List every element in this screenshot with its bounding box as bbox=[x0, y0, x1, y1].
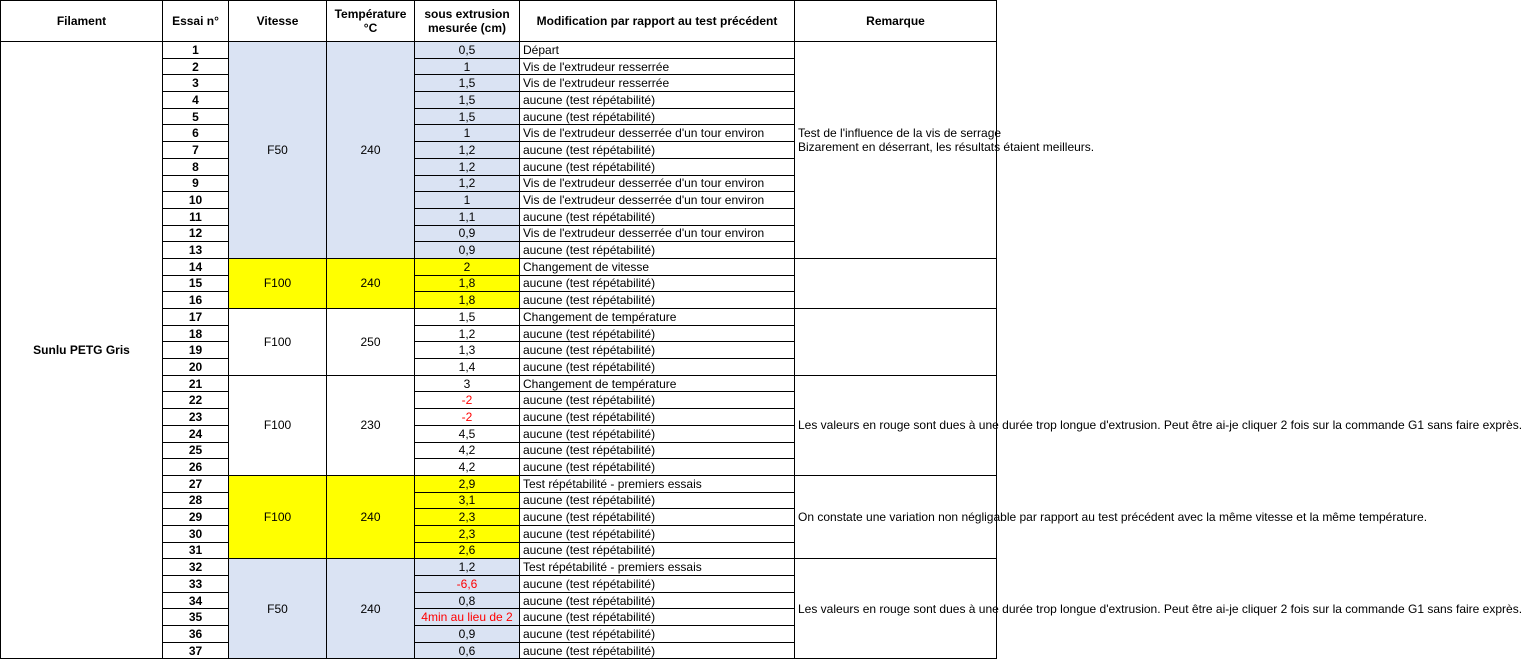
modif-cell[interactable]: Test répétabilité - premiers essais bbox=[520, 559, 795, 576]
modif-cell[interactable]: Vis de l'extrudeur resserrée bbox=[520, 75, 795, 92]
vitesse-cell[interactable]: F100 bbox=[229, 475, 327, 558]
remark-cell[interactable]: Les valeurs en rouge sont dues à une durée trop longue d'extrusion. Peut être ai-je cliquer 2 fois sur la commande G1 sans faire exprès. bbox=[795, 559, 997, 659]
vitesse-cell[interactable]: F100 bbox=[229, 375, 327, 475]
mesure-cell[interactable]: 0,9 bbox=[415, 225, 520, 242]
modif-cell[interactable]: aucune (test répétabilité) bbox=[520, 442, 795, 459]
modif-cell[interactable]: aucune (test répétabilité) bbox=[520, 609, 795, 626]
essai-cell[interactable]: 9 bbox=[163, 175, 229, 192]
essai-cell[interactable]: 36 bbox=[163, 626, 229, 643]
essai-cell[interactable]: 7 bbox=[163, 142, 229, 159]
modif-cell[interactable]: aucune (test répétabilité) bbox=[520, 592, 795, 609]
mesure-cell[interactable]: 2,3 bbox=[415, 509, 520, 526]
essai-cell[interactable]: 1 bbox=[163, 42, 229, 59]
modif-cell[interactable]: aucune (test répétabilité) bbox=[520, 275, 795, 292]
temperature-cell[interactable]: 240 bbox=[327, 559, 415, 659]
modif-cell[interactable]: aucune (test répétabilité) bbox=[520, 208, 795, 225]
essai-cell[interactable]: 11 bbox=[163, 208, 229, 225]
mesure-cell[interactable]: 1,3 bbox=[415, 342, 520, 359]
remark-cell[interactable] bbox=[795, 42, 1095, 259]
mesure-cell[interactable]: 2,3 bbox=[415, 525, 520, 542]
mesure-cell[interactable]: 1 bbox=[415, 192, 520, 209]
vitesse-cell[interactable]: F100 bbox=[229, 258, 327, 308]
essai-cell[interactable]: 33 bbox=[163, 576, 229, 593]
essai-cell[interactable]: 5 bbox=[163, 108, 229, 125]
mesure-cell[interactable]: 0,9 bbox=[415, 242, 520, 259]
essai-cell[interactable]: 25 bbox=[163, 442, 229, 459]
mesure-cell[interactable]: 1,2 bbox=[415, 158, 520, 175]
header-filament[interactable]: Filament bbox=[1, 1, 163, 42]
header-temperature[interactable]: Température °C bbox=[327, 1, 415, 42]
temperature-cell[interactable]: 240 bbox=[327, 258, 415, 308]
header-vitesse[interactable]: Vitesse bbox=[229, 1, 327, 42]
mesure-cell[interactable]: 2 bbox=[415, 258, 520, 275]
header-remarque[interactable]: Remarque bbox=[795, 1, 997, 42]
mesure-cell[interactable]: 1,5 bbox=[415, 92, 520, 109]
modif-cell[interactable]: aucune (test répétabilité) bbox=[520, 459, 795, 476]
modif-cell[interactable]: aucune (test répétabilité) bbox=[520, 292, 795, 309]
modif-cell[interactable]: aucune (test répétabilité) bbox=[520, 576, 795, 593]
modif-cell[interactable]: aucune (test répétabilité) bbox=[520, 142, 795, 159]
mesure-cell[interactable]: 1,4 bbox=[415, 359, 520, 376]
filament-cell[interactable]: Sunlu PETG Gris bbox=[1, 42, 163, 659]
essai-cell[interactable]: 27 bbox=[163, 475, 229, 492]
essai-cell[interactable]: 23 bbox=[163, 409, 229, 426]
essai-cell[interactable]: 13 bbox=[163, 242, 229, 259]
table-row bbox=[1, 42, 997, 59]
essai-cell[interactable]: 29 bbox=[163, 509, 229, 526]
header-row bbox=[1, 1, 997, 42]
essai-cell[interactable]: 37 bbox=[163, 642, 229, 659]
essai-cell[interactable]: 3 bbox=[163, 75, 229, 92]
modif-cell[interactable]: aucune (test répétabilité) bbox=[520, 108, 795, 125]
remark-cell[interactable] bbox=[795, 258, 997, 308]
mesure-cell[interactable]: 1,8 bbox=[415, 292, 520, 309]
mesure-cell[interactable]: 2,6 bbox=[415, 542, 520, 559]
header-modification[interactable]: Modification par rapport au test précédent bbox=[520, 1, 795, 42]
modif-cell[interactable]: aucune (test répétabilité) bbox=[520, 509, 795, 526]
modif-cell[interactable]: Changement de vitesse bbox=[520, 258, 795, 275]
modif-cell[interactable]: aucune (test répétabilité) bbox=[520, 92, 795, 109]
mesure-cell[interactable]: 1,2 bbox=[415, 325, 520, 342]
temperature-cell[interactable]: 230 bbox=[327, 375, 415, 475]
remark-cell[interactable]: On constate une variation non négligable par rapport au test précédent avec la même vitesse et la même température. bbox=[795, 475, 997, 558]
mesure-cell[interactable]: 4,2 bbox=[415, 442, 520, 459]
modif-cell[interactable]: aucune (test répétabilité) bbox=[520, 325, 795, 342]
modif-cell[interactable]: Départ bbox=[520, 42, 795, 59]
modif-cell[interactable]: Vis de l'extrudeur desserrée d'un tour environ bbox=[520, 225, 795, 242]
modif-cell[interactable]: aucune (test répétabilité) bbox=[520, 642, 795, 659]
essai-cell[interactable]: 22 bbox=[163, 392, 229, 409]
mesure-cell[interactable]: 3,1 bbox=[415, 492, 520, 509]
mesure-cell[interactable]: 0,5 bbox=[415, 42, 520, 59]
essai-cell[interactable]: 8 bbox=[163, 158, 229, 175]
mesure-cell[interactable]: 0,8 bbox=[415, 592, 520, 609]
mesure-cell[interactable]: -2 bbox=[415, 409, 520, 426]
modif-cell[interactable]: Changement de température bbox=[520, 375, 795, 392]
essai-cell[interactable]: 20 bbox=[163, 359, 229, 376]
modif-cell[interactable]: Vis de l'extrudeur desserrée d'un tour environ bbox=[520, 175, 795, 192]
mesure-cell[interactable]: 0,9 bbox=[415, 626, 520, 643]
mesure-cell[interactable]: 4min au lieu de 2 bbox=[415, 609, 520, 626]
modif-cell[interactable]: aucune (test répétabilité) bbox=[520, 542, 795, 559]
mesure-cell[interactable]: 1 bbox=[415, 58, 520, 75]
mesure-cell[interactable]: 3 bbox=[415, 375, 520, 392]
mesure-cell[interactable]: 1 bbox=[415, 125, 520, 142]
mesure-cell[interactable]: -2 bbox=[415, 392, 520, 409]
modif-cell[interactable]: aucune (test répétabilité) bbox=[520, 492, 795, 509]
mesure-cell[interactable]: 1,1 bbox=[415, 208, 520, 225]
modif-cell[interactable]: aucune (test répétabilité) bbox=[520, 409, 795, 426]
header-mesure[interactable]: sous extrusion mesurée (cm) bbox=[415, 1, 520, 42]
remark-line: Bizarement en déserrant, les résultats étaient meilleurs. bbox=[798, 140, 1095, 154]
essai-cell[interactable]: 2 bbox=[163, 58, 229, 75]
remark-line: Test de l'influence de la vis de serrage bbox=[798, 126, 1002, 140]
temperature-cell[interactable]: 240 bbox=[327, 475, 415, 558]
modif-cell[interactable]: Vis de l'extrudeur resserrée bbox=[520, 58, 795, 75]
remark-cell[interactable] bbox=[795, 309, 997, 376]
mesure-cell[interactable]: 1,2 bbox=[415, 175, 520, 192]
essai-cell[interactable]: 30 bbox=[163, 525, 229, 542]
modif-cell[interactable]: Vis de l'extrudeur desserrée d'un tour environ bbox=[520, 192, 795, 209]
modif-cell[interactable]: aucune (test répétabilité) bbox=[520, 158, 795, 175]
mesure-cell[interactable]: 1,5 bbox=[415, 309, 520, 326]
essai-cell[interactable]: 35 bbox=[163, 609, 229, 626]
essai-cell[interactable]: 24 bbox=[163, 425, 229, 442]
temperature-cell[interactable]: 240 bbox=[327, 42, 415, 259]
mesure-cell[interactable]: 2,9 bbox=[415, 475, 520, 492]
essai-cell[interactable]: 15 bbox=[163, 275, 229, 292]
modif-cell[interactable]: Test répétabilité - premiers essais bbox=[520, 475, 795, 492]
essai-cell[interactable]: 28 bbox=[163, 492, 229, 509]
essai-cell[interactable]: 17 bbox=[163, 309, 229, 326]
modif-cell[interactable]: aucune (test répétabilité) bbox=[520, 425, 795, 442]
essai-cell[interactable]: 4 bbox=[163, 92, 229, 109]
modif-cell[interactable]: aucune (test répétabilité) bbox=[520, 392, 795, 409]
essai-cell[interactable]: 16 bbox=[163, 292, 229, 309]
essai-cell[interactable]: 26 bbox=[163, 459, 229, 476]
essai-cell[interactable]: 19 bbox=[163, 342, 229, 359]
vitesse-cell[interactable]: F100 bbox=[229, 309, 327, 376]
essai-cell[interactable]: 14 bbox=[163, 258, 229, 275]
modif-cell[interactable]: aucune (test répétabilité) bbox=[520, 242, 795, 259]
mesure-cell[interactable]: 1,5 bbox=[415, 75, 520, 92]
essai-cell[interactable]: 31 bbox=[163, 542, 229, 559]
mesure-cell[interactable]: 1,2 bbox=[415, 559, 520, 576]
essai-cell[interactable]: 32 bbox=[163, 559, 229, 576]
mesure-cell[interactable]: 0,6 bbox=[415, 642, 520, 659]
essai-cell[interactable]: 18 bbox=[163, 325, 229, 342]
essai-cell[interactable]: 6 bbox=[163, 125, 229, 142]
remark-cell[interactable]: Les valeurs en rouge sont dues à une durée trop longue d'extrusion. Peut être ai-je cliquer 2 fois sur la commande G1 sans faire exprès. bbox=[795, 375, 997, 475]
essai-cell[interactable]: 34 bbox=[163, 592, 229, 609]
mesure-cell[interactable]: 1,8 bbox=[415, 275, 520, 292]
modif-cell[interactable]: aucune (test répétabilité) bbox=[520, 342, 795, 359]
modif-cell[interactable]: Vis de l'extrudeur desserrée d'un tour environ bbox=[520, 125, 795, 142]
mesure-cell[interactable]: 1,2 bbox=[415, 142, 520, 159]
temperature-cell[interactable]: 250 bbox=[327, 309, 415, 376]
mesure-cell[interactable]: 4,2 bbox=[415, 459, 520, 476]
modif-cell[interactable]: aucune (test répétabilité) bbox=[520, 626, 795, 643]
mesure-cell[interactable]: 1,5 bbox=[415, 108, 520, 125]
mesure-cell[interactable]: 4,5 bbox=[415, 425, 520, 442]
vitesse-cell[interactable]: F50 bbox=[229, 559, 327, 659]
header-essai[interactable]: Essai n° bbox=[163, 1, 229, 42]
essai-cell[interactable]: 21 bbox=[163, 375, 229, 392]
modif-cell[interactable]: Changement de température bbox=[520, 309, 795, 326]
mesure-cell[interactable]: -6,6 bbox=[415, 576, 520, 593]
essai-cell[interactable]: 12 bbox=[163, 225, 229, 242]
modif-cell[interactable]: aucune (test répétabilité) bbox=[520, 359, 795, 376]
modif-cell[interactable]: aucune (test répétabilité) bbox=[520, 525, 795, 542]
essai-cell[interactable]: 10 bbox=[163, 192, 229, 209]
vitesse-cell[interactable]: F50 bbox=[229, 42, 327, 259]
